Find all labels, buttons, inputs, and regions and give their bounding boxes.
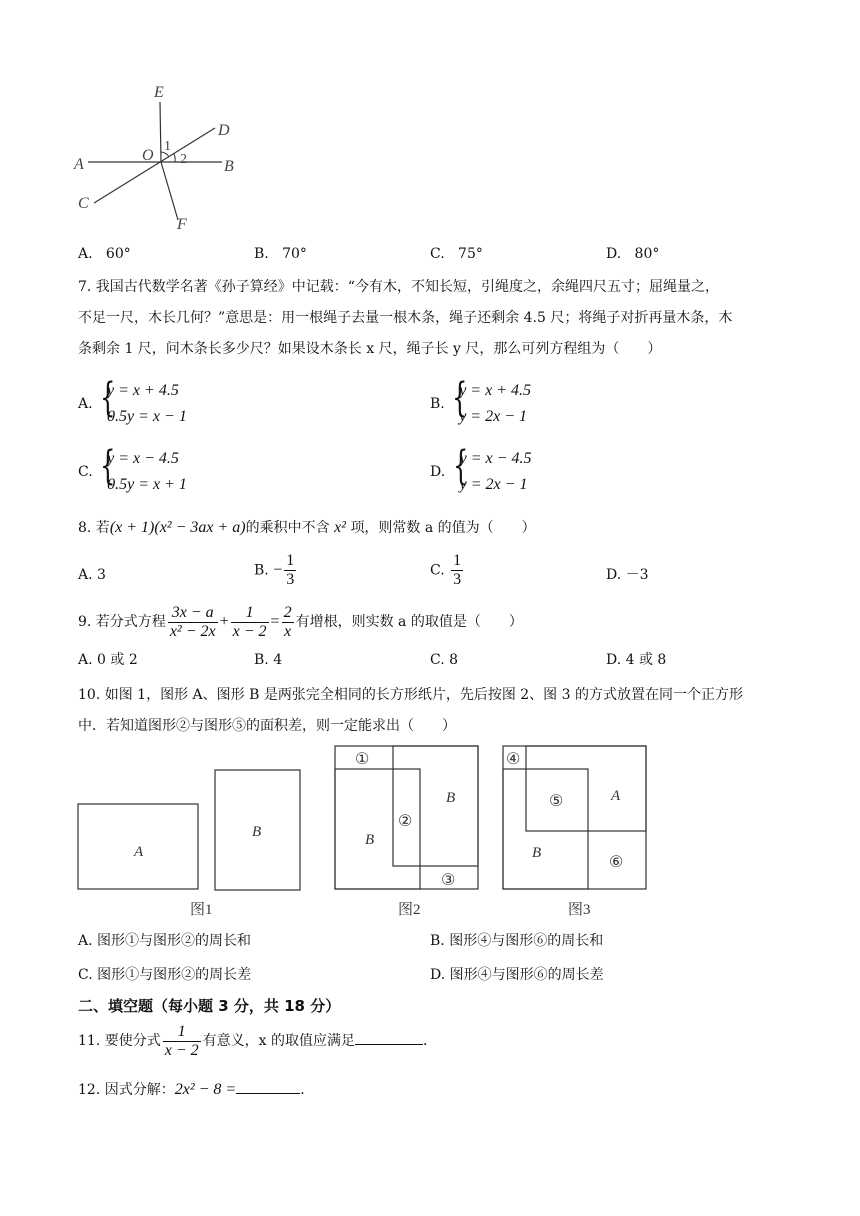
label-fig1-A: A [134,844,144,860]
fraction-denominator: 3 [286,571,295,588]
option-text: 60° [105,246,131,262]
fig3-label-A: A [611,788,621,804]
caption-fig3: 图3 [568,902,591,918]
q9-option-a[interactable]: A. 0 或 2 [78,652,138,668]
q7-option-d[interactable]: D. { y = x − 4.5 y = 2x − 1 [430,446,531,498]
q8-prefix: 8. 若 [78,520,110,536]
q8-option-b[interactable] [254,552,298,589]
q6-option-c[interactable] [430,244,483,264]
fraction-numerator: 2 [283,603,292,621]
fig3-label-B: B [532,845,542,861]
option-text: 80° [634,246,660,262]
option-letter: A. [78,396,93,412]
q6-option-b[interactable] [254,244,307,264]
fig3-circle-5: ⑤ [549,793,564,810]
q8-suffix: 项，则常数 a 的值为（ ） [350,520,536,536]
q9-option-d[interactable]: D. 4 或 8 [606,652,667,668]
q8-term: x² [334,519,346,536]
q10-option-c[interactable]: C. 图形①与图形②的周长差 [78,967,252,983]
fraction-numerator: 1 [163,1023,201,1042]
label-F: F [177,216,187,233]
q11-prefix: 11. 要使分式 [78,1033,161,1049]
fraction-denominator: x [284,622,292,640]
q10-line-1: 10. 如图 1，图形 A、图形 B 是两张完全相同的长方形纸片，先后按图 2、图 3 的方式放置在同一个正方形 [78,687,743,703]
label-O: O [142,147,154,164]
q11-suffix: 有意义，x 的取值应满足 [202,1033,355,1049]
option-text: 70° [282,246,307,262]
label-2: 2 [180,152,187,167]
fig3-circle-6: ⑥ [609,854,624,871]
label-C: C [78,195,89,212]
q9-option-b[interactable]: B. 4 [254,652,283,668]
q7-line-3: 条剩余 1 尺，问木条长多少尺？如果设木条长 x 尺，绳子长 y 尺，那么可列方程组为（ ） [78,341,662,357]
fig3-b [503,769,588,889]
option-letter: D. [606,246,622,262]
q8-option-a[interactable] [78,565,106,585]
q9-stem [78,602,523,642]
equation: 0.5y = x + 1 [107,476,187,493]
fraction-denominator: x − 2 [164,1041,199,1059]
equation: y = x + 4.5 [107,382,179,399]
q7-option-c[interactable]: C. { y = x − 4.5 0.5y = x + 1 [78,446,187,498]
q10-option-d[interactable]: D. 图形④与图形⑥的周长差 [430,967,604,983]
q11-end: ． [422,1033,437,1049]
fig2-circle-1: ① [355,751,370,768]
q8-expression: (x + 1)(x² − 3ax + a) [109,519,246,536]
equation: y = x − 4.5 [107,450,179,467]
option-letter: B. [430,396,445,412]
fig2-label-B-right: B [446,790,456,806]
fig2-circle-2: ② [398,813,413,830]
section-2-title: 二、填空题（每小题 3 分，共 18 分） [78,997,341,1015]
q12-end: ． [300,1082,315,1098]
q12-stem [78,1079,314,1100]
q9-suffix: 有增根，则实数 a 的取值是（ ） [295,614,523,630]
fraction-denominator: 3 [453,571,462,588]
equation: 0.5y = x − 1 [107,408,187,425]
q12-prefix: 12. 因式分解： [78,1082,175,1098]
option-letter: C. [430,562,445,579]
option-text: 75° [458,246,483,262]
q10-option-b[interactable]: B. 图形④与图形⑥的周长和 [430,933,604,949]
fig3-circle-4: ④ [506,751,521,768]
option-letter: B. [254,562,269,579]
option-letter: C. [430,246,445,262]
q11-stem [78,1021,437,1061]
fraction-numerator: 3x − a [168,604,218,623]
q8-option-c[interactable] [430,552,465,589]
q10-option-a[interactable]: A. 图形①与图形②的周长和 [78,933,252,949]
label-fig1-B: B [252,824,262,840]
option-letter: C. [78,464,93,480]
minus-sign: − [273,561,283,579]
fig3-a [526,746,646,831]
q6-option-d[interactable] [606,244,659,264]
equation: y = 2x − 1 [459,476,528,493]
q12-answer-blank[interactable] [236,1079,300,1094]
option-letter: A. [78,246,93,262]
equation: y = 2x − 1 [459,408,527,425]
fraction-denominator: x − 2 [232,622,267,640]
fig2-label-B-left: B [365,832,375,848]
fraction-denominator: x² − 2x [169,622,216,640]
label-A: A [74,156,84,173]
q8-mid: 的乘积中不含 [245,520,330,536]
q7-line-1: 7. 我国古代数学名著《孙子算经》中记载：“今有木，不知长短，引绳度之，余绳四尺五寸；屈绳量之， [78,279,719,295]
label-B: B [224,158,234,175]
q7-option-b[interactable]: B. { y = x + 4.5 y = 2x − 1 [430,378,531,430]
fig2-circle-3: ③ [441,872,456,889]
equals-sign: = [270,613,280,630]
fraction-numerator: 1 [231,604,269,623]
label-1: 1 [164,139,171,154]
label-E: E [154,84,164,101]
label-D: D [218,122,230,139]
q12-expression: 2x² − 8 = [174,1081,237,1098]
q6-option-a[interactable] [78,244,131,264]
rectangles-figure [70,742,660,927]
q9-option-c[interactable]: C. 8 [430,652,459,668]
option-text: A. 3 [78,567,106,583]
fraction-numerator: 1 [286,552,295,569]
angle-figure [70,80,250,240]
option-letter: B. [254,246,269,262]
caption-fig1: 图1 [190,902,213,918]
q7-option-a[interactable]: A. { y = x + 4.5 0.5y = x − 1 [78,378,187,430]
plus-sign: + [219,613,229,630]
option-text: D. －3 [606,567,649,583]
caption-fig2: 图2 [398,902,421,918]
q7-line-2: 不足一尺，木长几何？”意思是：用一根绳子去量一根木条，绳子还剩余 4.5 尺；将绳子对折再量木条，木 [78,310,733,326]
equation: y = x − 4.5 [459,450,532,467]
equation: y = x + 4.5 [459,382,531,399]
q8-stem [78,518,536,538]
option-letter: D. [430,464,446,480]
q11-answer-blank[interactable] [355,1030,423,1045]
q9-prefix: 9. 若分式方程 [78,614,166,630]
fig2-b-right [393,746,478,866]
fraction-numerator: 1 [453,552,462,569]
q8-option-d[interactable] [606,565,649,585]
q10-line-2: 中．若知道图形②与图形⑤的面积差，则一定能求出（ ） [78,718,456,734]
square-fig3 [503,746,646,889]
